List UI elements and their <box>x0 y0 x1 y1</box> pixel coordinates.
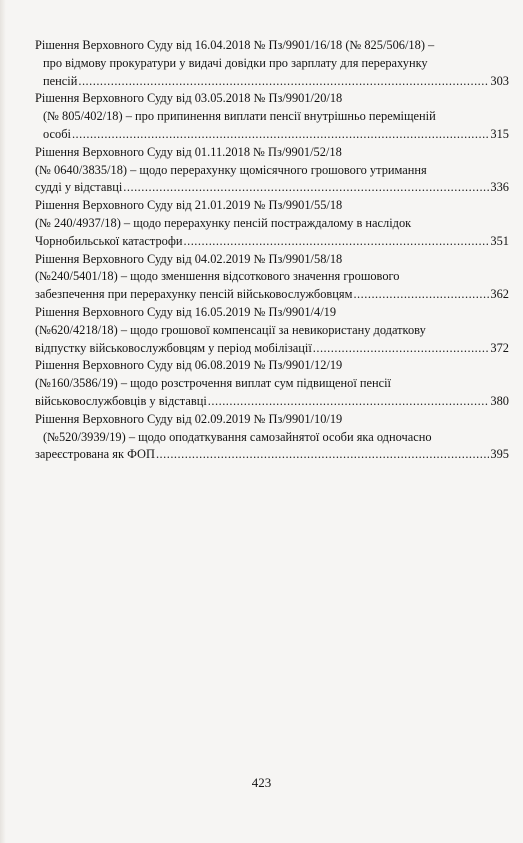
toc-entry-title: Рішення Верховного Суду від 03.05.2018 № Пз/9901/20/18 <box>35 91 343 106</box>
toc-entry-description: (№620/4218/18) – щодо грошової компенсації за невикористану додаткову <box>35 322 426 337</box>
dot-leader <box>156 446 489 464</box>
toc-entry <box>35 251 509 304</box>
toc-entry-description: (№520/3939/19) – щодо оподаткування самозайнятої особи яка одночасно <box>43 429 432 444</box>
toc-entry-description: (№160/3586/19) – щодо розстрочення виплат сум підвищеної пенсії <box>35 376 391 391</box>
toc-entry <box>35 90 509 143</box>
toc-entry-title: Рішення Верховного Суду від 06.08.2019 № Пз/9901/12/19 <box>35 358 343 373</box>
toc-entry-description-end: судді у відставці <box>35 180 123 195</box>
page-number: 423 <box>251 775 272 790</box>
toc-page-number: 315 <box>490 126 509 141</box>
toc-page-number: 395 <box>490 447 509 462</box>
dot-leader <box>184 233 490 251</box>
toc-entry-title: Рішення Верховного Суду від 01.11.2018 № Пз/9901/52/18 <box>35 144 342 159</box>
toc-page-number: 336 <box>490 180 509 195</box>
toc-entry-description: (№ 240/4937/18) – щодо перерахунку пенсій постраждалому в наслідок <box>35 215 412 230</box>
toc-page-number: 351 <box>490 233 509 248</box>
dot-leader <box>123 179 489 197</box>
toc-entry-description: (№240/5401/18) – щодо зменшення відсоткового значення грошового <box>35 269 400 284</box>
toc-entry <box>35 37 509 90</box>
toc-entry-title: Рішення Верховного Суду від 16.05.2019 № Пз/9901/4/19 <box>35 304 337 319</box>
toc-entry-description-end: забезпечення при перерахунку пенсій військовослужбовцям <box>35 287 353 302</box>
toc-entry-title: Рішення Верховного Суду від 16.04.2018 № Пз/9901/16/18 (№ 825/506/18) – <box>35 38 435 52</box>
toc-entry-description-end: пенсій <box>43 73 78 88</box>
toc-entry-description: (№ 0640/3835/18) – щодо перерахунку щомісячного грошового утримання <box>35 162 427 177</box>
dot-leader <box>208 393 490 411</box>
toc-entry <box>35 197 509 250</box>
toc-page-number: 362 <box>490 287 509 302</box>
toc-page-number: 380 <box>490 393 509 408</box>
dot-leader <box>78 73 489 91</box>
toc-entry-description: про відмову прокуратури у видачі довідки про зарплату для перерахунку <box>43 55 428 70</box>
toc-entry <box>35 357 509 410</box>
toc-entry-description-end: особі <box>43 126 71 141</box>
dot-leader <box>313 340 490 358</box>
toc-entry-description-end: військовослужбовців у відставці <box>35 393 207 408</box>
toc-page-number: 303 <box>490 73 509 88</box>
dot-leader <box>353 286 489 304</box>
dot-leader <box>72 126 489 144</box>
toc-page-number: 372 <box>490 340 509 355</box>
toc-entry-description: (№ 805/402/18) – про припинення виплати пенсії внутрішньо переміщеній <box>43 109 436 124</box>
toc-entry-description-end: відпустку військовослужбовцям у період мобілізації <box>35 340 312 355</box>
page-binding-shadow <box>0 0 6 843</box>
toc-entry <box>35 144 509 197</box>
toc-entry <box>35 411 509 464</box>
toc-entry-title: Рішення Верховного Суду від 21.01.2019 № Пз/9901/55/18 <box>35 198 343 213</box>
toc-entry-title: Рішення Верховного Суду від 02.09.2019 № Пз/9901/10/19 <box>35 411 343 426</box>
table-of-contents <box>35 37 509 464</box>
toc-entry-description-end: зареєстрована як ФОП <box>35 447 155 462</box>
toc-entry <box>35 304 509 357</box>
toc-entry-title: Рішення Верховного Суду від 04.02.2019 № Пз/9901/58/18 <box>35 251 343 266</box>
toc-entry-description-end: Чорнобильської катастрофи <box>35 233 183 248</box>
